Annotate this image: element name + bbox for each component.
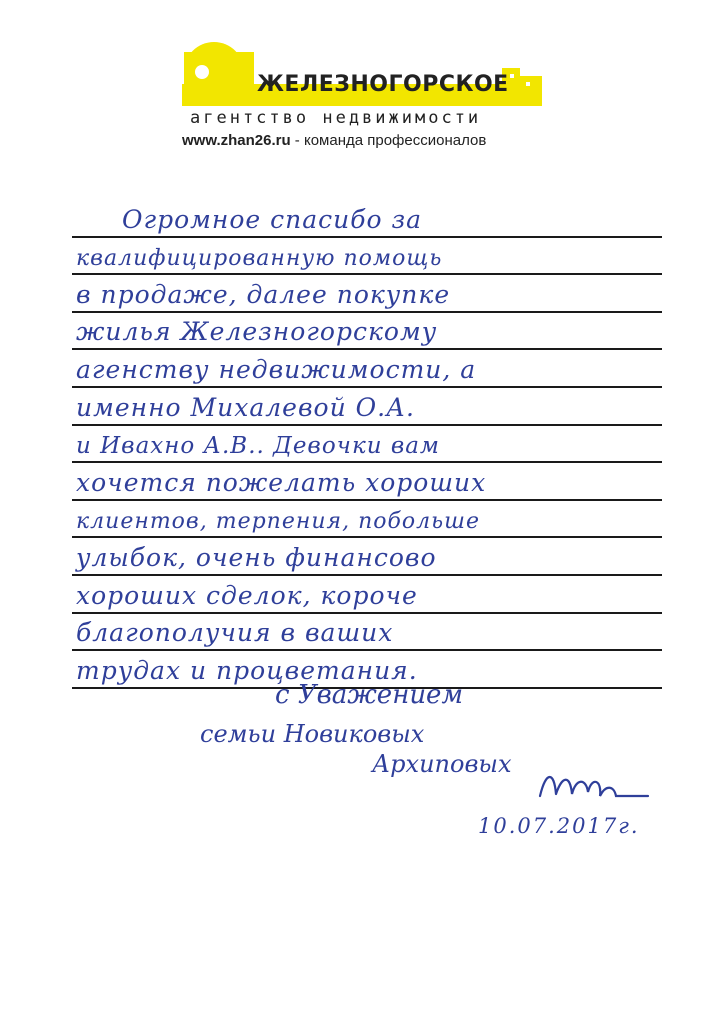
signer-line-1: семьи Новиковых — [200, 720, 425, 748]
signer-line-2: Архиповых — [372, 750, 512, 778]
letter-line: в продаже, далее покупке — [76, 279, 451, 309]
letter-line: Огромное спасибо за — [122, 204, 423, 234]
ruled-line — [72, 238, 662, 276]
letter-line: квалифицированную помощь — [76, 246, 443, 272]
closing-text: с Уважением — [275, 680, 464, 710]
letter-line: клиентов, терпения, побольше — [76, 509, 481, 535]
letter-line: хочется пожелать хороших — [76, 467, 487, 497]
ruled-line — [72, 426, 662, 464]
letter-line: хороших сделок, короче — [76, 580, 418, 610]
letter-line: благополучия в ваших — [76, 618, 394, 648]
ruled-line — [72, 538, 662, 576]
letter-line: именно Михалевой О.А. — [76, 392, 415, 422]
handwritten-letter — [72, 200, 662, 689]
letter-line: жилья Железногорскому — [76, 317, 438, 347]
ruled-line — [72, 350, 662, 388]
letter-line: улыбок, очень финансово — [76, 542, 437, 572]
website-link: www.zhan26.ru — [182, 132, 291, 149]
company-subtitle: агентство недвижимости — [190, 108, 482, 128]
letter-line: агенству недвижимости, а — [76, 354, 477, 384]
ruled-line — [72, 463, 662, 501]
company-web-line — [182, 132, 486, 149]
ruled-line — [72, 576, 662, 614]
ruled-line — [72, 200, 662, 238]
company-header — [182, 42, 552, 152]
letter-line: и Ивахно А.В.. Девочки вам — [76, 433, 441, 460]
ruled-line — [72, 275, 662, 313]
tagline: - команда профессионалов — [290, 132, 487, 149]
ruled-line — [72, 313, 662, 351]
ruled-line — [72, 614, 662, 652]
letter-date: 10.07.2017г. — [478, 814, 640, 838]
company-name: ЖЕЛЕЗНОГОРСКОЕ — [257, 72, 509, 97]
ruled-line — [72, 388, 662, 426]
ruled-line — [72, 501, 662, 539]
letter-line: трудах и процветания. — [76, 655, 418, 685]
signature-mark — [536, 766, 656, 806]
